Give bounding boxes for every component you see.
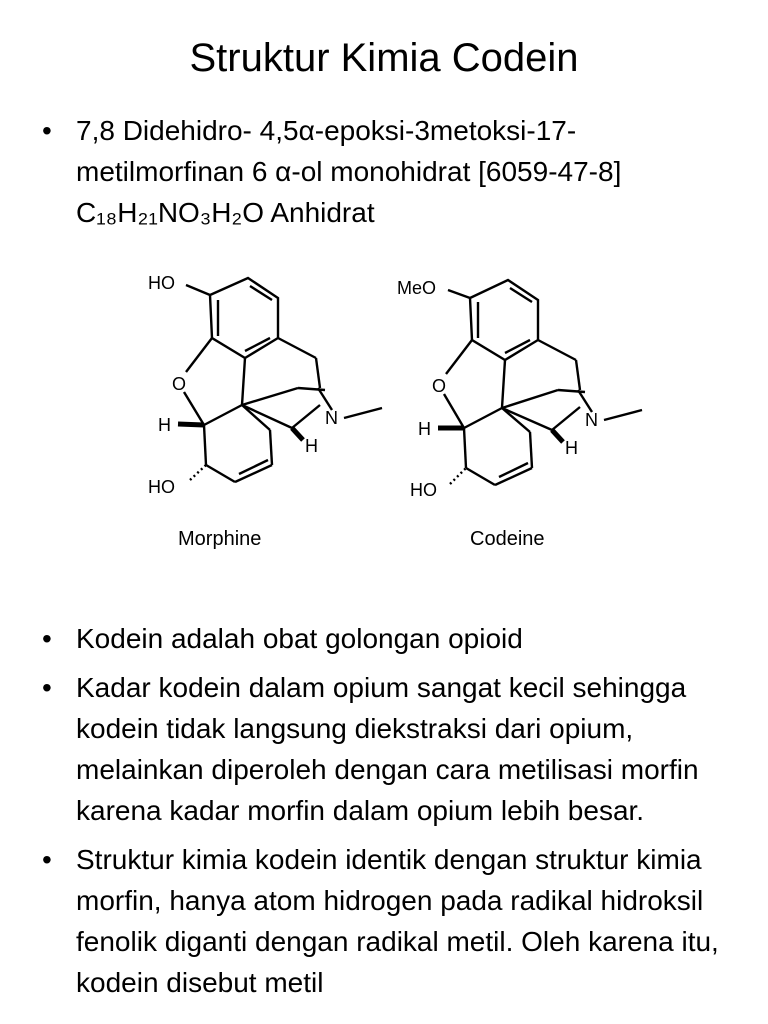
intro-line-3: C₁₈H₂₁NO₃H₂O Anhidrat <box>76 197 375 228</box>
morphine-caption: Morphine <box>178 528 262 550</box>
bullet-text: Kodein adalah obat golongan opioid <box>76 623 523 654</box>
morphine-hydrogen-right-label: H <box>305 436 318 456</box>
bullet-dot: • <box>42 623 52 654</box>
morphine-oxygen-label: O <box>172 374 187 394</box>
slide-title: Struktur Kimia Codein <box>189 36 579 80</box>
morphine-structure <box>178 278 382 482</box>
codeine-oxygen-label: O <box>432 376 447 396</box>
codeine-caption: Codeine <box>470 528 545 550</box>
bullet-item <box>40 839 730 1003</box>
morphine-hydrogen-left-label: H <box>158 415 171 435</box>
bullet-text: Struktur kimia kodein identik dengan struktur kimia morfin, hanya atom hidrogen pada radikal hidroksil fenolik diganti dengan radikal metil. Oleh karena itu, kodein disebut metil <box>76 844 719 998</box>
bullet-dot: • <box>42 844 52 875</box>
bullet-text: Kadar kodein dalam opium sangat kecil sehingga kodein tidak langsung diekstraksi dari opium, melainkan diperoleh dengan cara metilisasi morfin karena kadar morfin dalam opium lebih besar. <box>76 672 699 826</box>
bullet-list <box>40 618 730 1011</box>
bullet-dot: • <box>42 115 52 146</box>
intro-line-2: metilmorfinan 6 α-ol monohidrat [6059-47-8] <box>76 156 622 187</box>
bullet-item <box>40 618 730 659</box>
bullet-dot: • <box>42 672 52 703</box>
codeine-nitrogen-label: N <box>585 410 598 430</box>
codeine-meo-label: MeO <box>397 278 437 298</box>
morphine-labels <box>148 273 338 550</box>
codeine-labels <box>397 278 598 550</box>
morphine-bottom-ho-label: HO <box>148 477 175 497</box>
morphine-ho-label: HO <box>148 273 175 293</box>
morphine-nitrogen-label: N <box>325 408 338 428</box>
codeine-hydrogen-left-label: H <box>418 419 431 439</box>
structure-figure <box>120 260 660 560</box>
intro-list <box>40 110 730 241</box>
bullet-item <box>40 667 730 831</box>
intro-line-1: 7,8 Didehidro- 4,5α-epoksi-3metoksi-17- <box>76 115 577 146</box>
codeine-bottom-ho-label: HO <box>410 480 437 500</box>
intro-bullet <box>40 110 730 233</box>
codeine-structure <box>438 280 642 485</box>
codeine-hydrogen-right-label: H <box>565 438 578 458</box>
